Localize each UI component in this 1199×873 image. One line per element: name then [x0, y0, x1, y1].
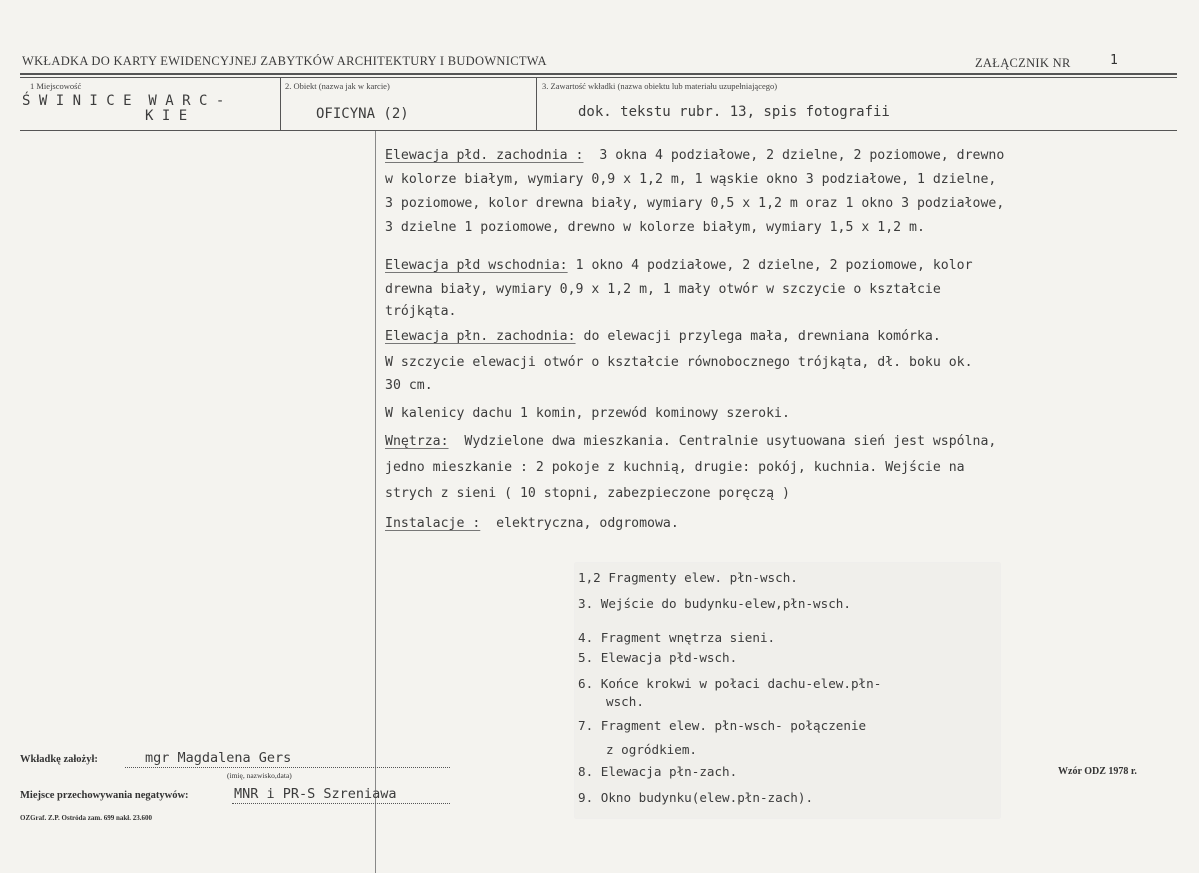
- paragraph-line: 3 dzielne 1 poziomowe, drewno w kolorze białym, wymiary 1,5 x 1,2 m.: [385, 220, 925, 235]
- heading-wnetrza: Wnętrza:: [385, 434, 449, 449]
- storage-label: Miejsce przechowywania negatywów:: [20, 790, 189, 801]
- author-label: Wkładkę założył:: [20, 754, 98, 765]
- heading-elewacja-pld-zach: Elewacja płd. zachodnia :: [385, 148, 584, 163]
- photo-item-7-cont: z ogródkiem.: [606, 742, 697, 757]
- attachment-label: ZAŁĄCZNIK NR: [975, 56, 1071, 70]
- heading-elewacja-pld-wsch: Elewacja płd wschodnia:: [385, 258, 568, 273]
- header-divider-1: [280, 77, 281, 130]
- photo-item-5: 5. Elewacja płd-wsch.: [578, 650, 738, 665]
- printer-info: OZGraf. Z.P. Ostróda zam. 699 nakł. 23.600: [20, 814, 152, 822]
- content-label: 3. Zawartość wkładki (nazwa obiektu lub materiału uzupełniającego): [542, 81, 778, 91]
- paragraph-line: strych z sieni ( 10 stopni, zabezpieczone poręczą ): [385, 486, 790, 501]
- locality-value-line1: Ś W I N I C E W A R C -: [22, 93, 225, 109]
- paragraph-komin: W kalenicy dachu 1 komin, przewód kominowy szeroki.: [385, 406, 790, 421]
- paragraph-line: W szczycie elewacji otwór o kształcie równobocznego trójkąta, dł. boku ok.: [385, 355, 973, 370]
- paragraph-line: jedno mieszkanie : 2 pokoje z kuchnią, drugie: pokój, kuchnia. Wejście na: [385, 460, 965, 475]
- object-value: OFICYNA (2): [316, 106, 409, 122]
- photo-item-6: 6. Końce krokwi w połaci dachu-elew.płn-: [578, 676, 882, 691]
- left-column-divider: [375, 131, 376, 873]
- photo-item-3: 3. Wejście do budynku-elew,płn-wsch.: [578, 596, 851, 611]
- heading-instalacje: Instalacje :: [385, 516, 481, 531]
- content-value: dok. tekstu rubr. 13, spis fotografii: [578, 104, 890, 120]
- paragraph-elewacja-pln-zach-line1: Elewacja płn. zachodnia: do elewacji przylega mała, drewniana komórka.: [385, 329, 941, 344]
- author-dotted-line: [125, 767, 450, 768]
- object-label: 2. Obiekt (nazwa jak w karcie): [285, 81, 390, 91]
- header-divider-2: [536, 77, 537, 130]
- paragraph-line: trójkąta.: [385, 304, 457, 319]
- paragraph-line: w kolorze białym, wymiary 0,9 x 1,2 m, 1 wąskie okno 3 podziałowe, 1 dzielne,: [385, 172, 997, 187]
- attachment-number: 1: [1110, 53, 1118, 68]
- photo-item-8: 8. Elewacja płn-zach.: [578, 764, 738, 779]
- photo-item-7: 7. Fragment elew. płn-wsch- połączenie: [578, 718, 867, 733]
- paragraph-elewacja-pld-zach-line1: Elewacja płd. zachodnia : 3 okna 4 podziałowe, 2 dzielne, 2 poziomowe, drewno: [385, 148, 1005, 163]
- photo-item-1-2: 1,2 Fragmenty elew. płn-wsch.: [578, 570, 798, 585]
- paragraph-line: 30 cm.: [385, 378, 433, 393]
- paragraph-wnetrza-line1: Wnętrza: Wydzielone dwa mieszkania. Centralnie usytuowana sień jest wspólna,: [385, 434, 997, 449]
- locality-label: 1 Miejscowość: [30, 81, 82, 91]
- paragraph-elewacja-pld-wsch-line1: Elewacja płd wschodnia: 1 okno 4 podziałowe, 2 dzielne, 2 poziomowe, kolor: [385, 258, 973, 273]
- header-rule-bottom: [20, 130, 1177, 131]
- paragraph-instalacje: Instalacje : elektryczna, odgromowa.: [385, 516, 679, 531]
- paragraph-line: 3 poziomowe, kolor drewna biały, wymiary 0,5 x 1,2 m oraz 1 okno 3 podziałowe,: [385, 196, 1005, 211]
- paragraph-line: drewna biały, wymiary 0,9 x 1,2 m, 1 mały otwór w szczycie o kształcie: [385, 282, 941, 297]
- author-hint: (imię, nazwisko,data): [227, 771, 292, 780]
- header-rule-top: [20, 73, 1177, 75]
- photo-item-9: 9. Okno budynku(elew.płn-zach).: [578, 790, 814, 805]
- author-value: mgr Magdalena Gers: [145, 750, 292, 766]
- storage-value: MNR i PR-S Szreniawa: [234, 786, 397, 802]
- header-rule-top-thin: [20, 77, 1177, 78]
- heading-elewacja-pln-zach: Elewacja płn. zachodnia:: [385, 329, 576, 344]
- photo-item-6-cont: wsch.: [606, 694, 644, 709]
- form-model: Wzór ODZ 1978 r.: [1058, 766, 1137, 777]
- photo-item-4: 4. Fragment wnętrza sieni.: [578, 630, 776, 645]
- form-title: WKŁADKA DO KARTY EWIDENCYJNEJ ZABYTKÓW ARCHITEKTURY I BUDOWNICTWA: [22, 54, 547, 68]
- locality-value-line2: K I E: [145, 108, 188, 124]
- storage-dotted-line: [232, 803, 450, 804]
